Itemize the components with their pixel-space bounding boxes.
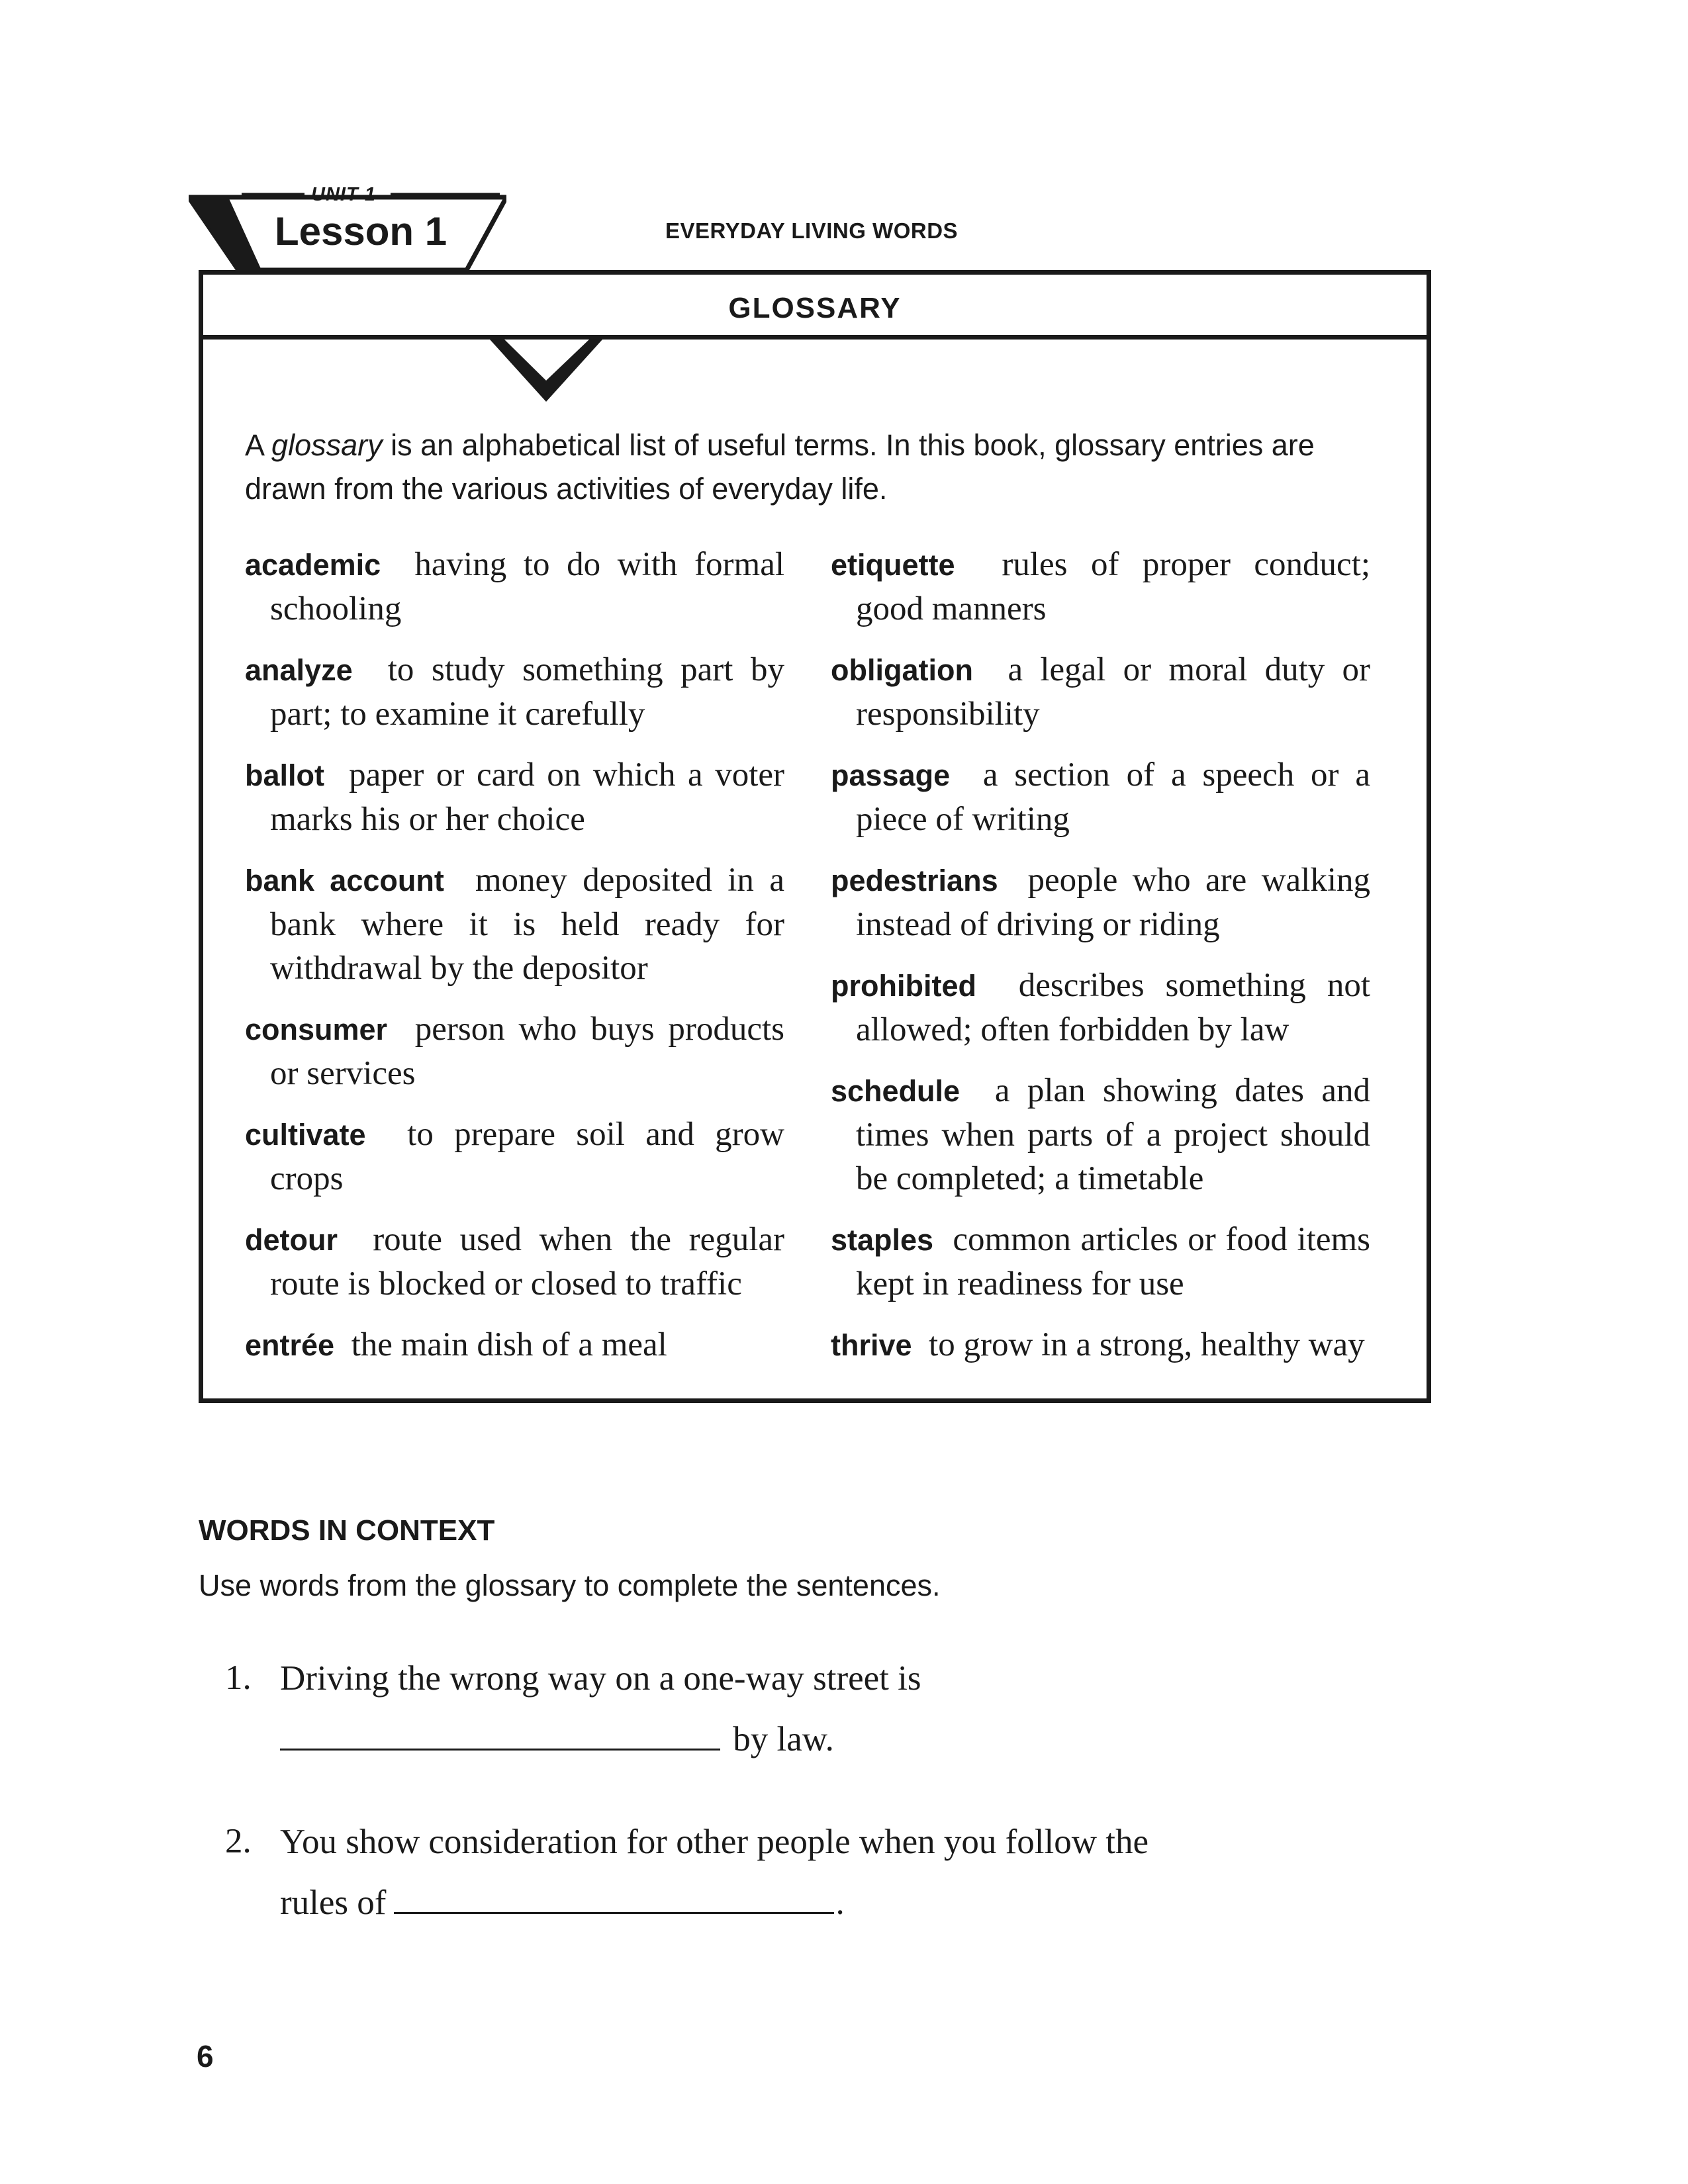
glossary-definition: route used when the regular route is blocked or closed to traffic [270,1221,784,1302]
glossary-term: analyze [245,653,353,687]
glossary-entry [831,753,1370,841]
glossary-term: ballot [245,758,324,792]
glossary-term: thrive [831,1328,912,1362]
glossary-entry [831,1069,1370,1201]
glossary-definition: the main dish of a meal [351,1326,667,1363]
glossary-definition: common articles or food items kept in readiness for use [856,1221,1371,1302]
glossary-entry [245,1323,784,1367]
glossary-term: prohibited [831,969,976,1003]
glossary-title: GLOSSARY [728,292,902,324]
glossary-definition: people who are walking instead of driving or riding [856,862,1370,943]
question-2-blank[interactable] [394,1878,834,1914]
glossary-definition: a legal or moral duty or responsibility [856,651,1371,733]
question-2-text: You show consideration for other people when you follow the [280,1823,1149,1861]
glossary-entry [245,858,784,990]
glossary-definition: to grow in a strong, healthy way [929,1326,1365,1363]
glossary-term: obligation [831,653,973,687]
glossary-definition: a plan showing dates and times when parts of a project should be completed; a timetable [856,1072,1370,1197]
intro-prefix: A [245,428,272,462]
glossary-definition: rules of proper conduct; good manners [856,546,1370,627]
words-in-context-heading: WORDS IN CONTEXT [199,1514,495,1547]
question-1-number: 1. [225,1659,252,1697]
glossary-definition: describes something not allowed; often forbidden by law [856,967,1371,1048]
glossary-term: pedestrians [831,864,998,897]
glossary-entry [245,753,784,841]
question-2-after-blank: . [835,1884,845,1922]
glossary-entry [245,1113,784,1201]
glossary-definition: person who buys products or services [270,1011,784,1092]
glossary-term: detour [245,1223,338,1257]
glossary-intro [245,424,1370,511]
glossary-entry [831,543,1370,631]
page-number: 6 [197,2039,214,2073]
glossary-term: academic [245,548,381,582]
glossary-term: cultivate [245,1118,366,1152]
glossary-title-bar [203,275,1427,340]
glossary-definition: having to do with formal schooling [270,546,785,627]
glossary-entry [831,1218,1370,1306]
glossary-term: staples [831,1223,934,1257]
lesson-label: Lesson 1 [275,209,447,253]
glossary-definition: money deposited in a bank where it is held ready for withdrawal by the depositor [270,862,785,987]
question-2-before-blank: rules of [280,1884,387,1922]
intro-term: glossary [271,428,383,462]
glossary-column-right [831,543,1370,1385]
glossary-entry [831,1323,1370,1367]
header-title: EVERYDAY LIVING WORDS [665,218,959,243]
question-1-text: Driving the wrong way on a one-way street is [280,1659,921,1698]
glossary-definition: to prepare soil and grow crops [270,1116,784,1197]
intro-text: is an alphabetical list of useful terms. In this book, glossary entries are drawn from the various activities of everyday life. [245,428,1315,506]
question-2-number: 2. [225,1822,252,1860]
glossary-column-left [245,543,784,1385]
glossary-term: schedule [831,1074,961,1108]
unit-label: UNIT 1 [311,184,376,205]
question-1 [280,1648,1405,1770]
glossary-definition: a section of a speech or a piece of writing [856,756,1371,838]
glossary-entry [245,543,784,631]
glossary-entry [831,964,1370,1052]
glossary-definition: paper or card on which a voter marks his or her choice [270,756,784,838]
glossary-entry [245,648,784,736]
glossary-term: etiquette [831,548,955,582]
down-triangle-icon [490,340,602,402]
glossary-entry [831,648,1370,736]
glossary-term: entrée [245,1328,335,1362]
glossary-term: passage [831,758,951,792]
glossary-entry [245,1007,784,1095]
question-1-blank[interactable] [280,1714,720,1751]
question-2 [280,1811,1472,1933]
glossary-term: bank account [245,864,444,897]
words-in-context-instructions: Use words from the glossary to complete the sentences. [199,1569,941,1602]
glossary-entry [831,858,1370,946]
glossary-term: consumer [245,1013,388,1046]
glossary-definition: to study something part by part; to examine it carefully [270,651,784,733]
glossary-entry [245,1218,784,1306]
question-1-after-blank: by law. [733,1720,834,1758]
